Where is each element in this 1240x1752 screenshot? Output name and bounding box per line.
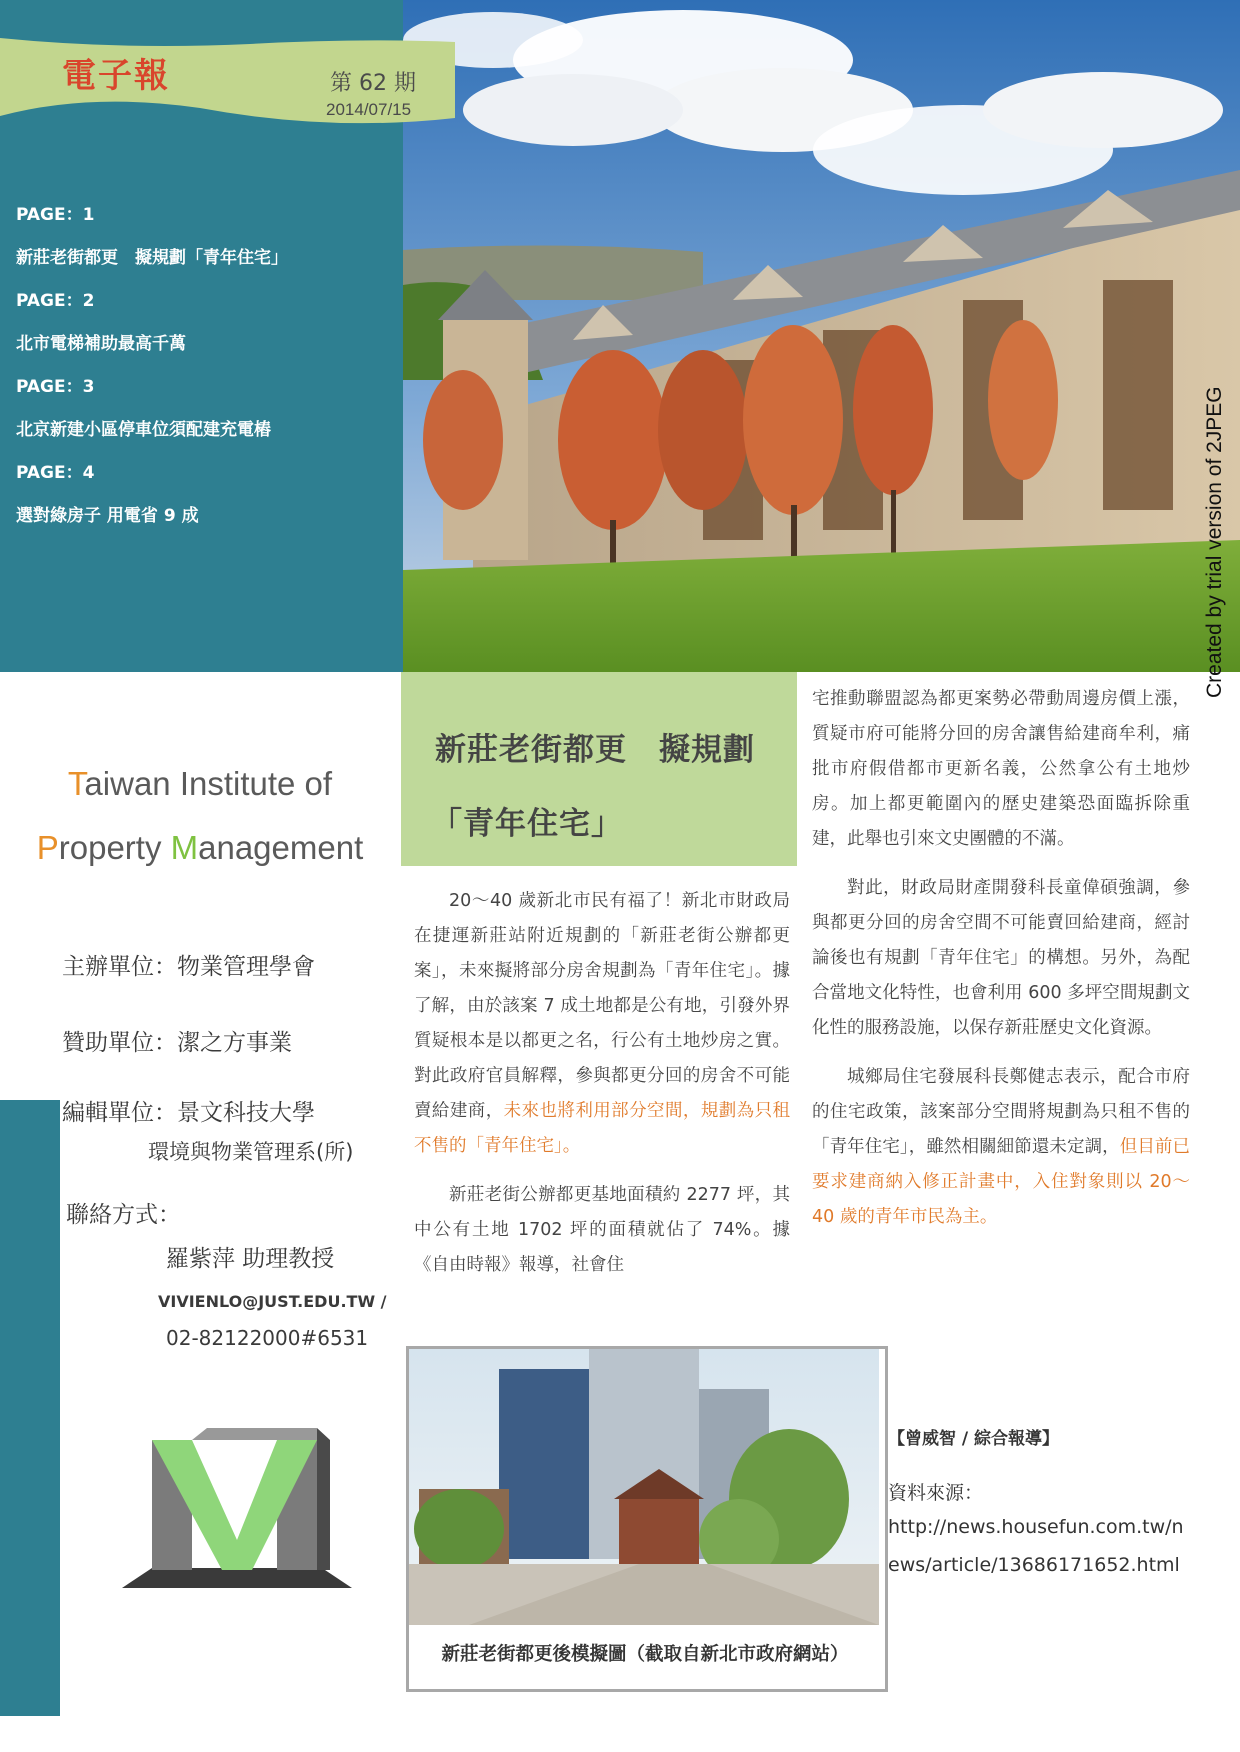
host-unit: 主辦單位：物業管理學會 — [62, 954, 315, 980]
toc-page-3-title[interactable]: 北京新建小區停車位須配建充電樁 — [16, 420, 271, 440]
article-paragraph-5: 城鄉局住宅發展科長鄭健志表示，配合市府的住宅政策，該案部分空間將規劃為只租不售的「青年住宅」，雖然相關細節還未定調，但目前已要求建商納入修正計畫中，入住對象則以 20～40 歲的青年市民為主。 — [812, 1067, 1190, 1227]
contact-phone: 02-82122000#6531 — [166, 1326, 369, 1350]
org-name-line-2: Property Management — [36, 829, 364, 866]
toc-page-3-label[interactable]: PAGE：3 — [16, 377, 95, 397]
sponsor-unit: 贊助單位：潔之方事業 — [62, 1030, 292, 1056]
contact-label: 聯絡方式： — [66, 1202, 181, 1228]
article-headline-line-1: 新莊老街都更 擬規劃 — [435, 732, 755, 768]
article-headline-box — [401, 672, 797, 866]
toc-page-1-label[interactable]: PAGE：1 — [16, 205, 95, 225]
toc-page-4-title[interactable]: 選對綠房子 用電省 9 成 — [16, 506, 199, 526]
source-label: 資料來源： — [888, 1482, 984, 1504]
toc-page-1-title[interactable]: 新莊老街都更 擬規劃「青年住宅」 — [16, 248, 288, 268]
org-name-line-1: Taiwan Institute of — [67, 765, 333, 802]
source-url-line-2[interactable]: ews/article/13686171652.html — [888, 1554, 1180, 1576]
organization-name — [0, 752, 400, 880]
editor-unit: 編輯單位：景文科技大學 — [62, 1100, 315, 1126]
newsletter-title: 電子報 — [62, 56, 170, 96]
contact-email[interactable]: VIVIENLO@JUST.EDU.TW / — [158, 1292, 387, 1311]
source-url-line-1[interactable]: http://news.housefun.com.tw/n — [888, 1516, 1184, 1538]
article-column-1 — [414, 884, 790, 1297]
tipm-logo-icon — [112, 1410, 362, 1590]
article-headline-line-2: 「青年住宅」 — [431, 806, 623, 842]
issue-date: 2014/07/15 — [326, 100, 412, 119]
article-paragraph-4: 對此，財政局財產開發科長童偉碩強調，參與都更分回的房舍空間不可能賣回給建商，經討論後也有規劃「青年住宅」的構想。另外，為配合當地文化特性，也會利用 600 多坪空間規劃文化性的服務設施，以保存新莊歷史文化資源。 — [812, 878, 1190, 1038]
article-byline: 【曾威智 / 綜合報導】 — [888, 1429, 1060, 1449]
photo-caption: 新莊老街都更後模擬圖（截取自新北市政府網站） — [441, 1644, 849, 1665]
left-accent-strip — [0, 1100, 60, 1716]
article-paragraph-1: 20～40 歲新北市民有福了！新北市財政局在捷運新莊站附近規劃的「新莊老街公辦都更案」，未來擬將部分房舍規劃為「青年住宅」。據了解，由於該案 7 成土地都是公有地，引發外界質疑根本是以都更之名，行公有土地炒房之實。對此政府官員解釋，參與都更分回的房舍不可能賣給建商，未來也將利用部分空間，規劃為只租不售的「青年住宅」。 — [414, 891, 790, 1156]
contact-name: 羅紫萍 助理教授 — [166, 1246, 335, 1272]
toc-page-2-title[interactable]: 北市電梯補助最高千萬 — [16, 334, 186, 354]
article-column-2 — [812, 682, 1190, 1249]
article-paragraph-2: 新莊老街公辦都更基地面積約 2277 坪，其中公有土地 1702 坪的面積就佔了 74%。據《自由時報》報導，社會住 — [414, 1185, 790, 1275]
article-paragraph-3: 宅推動聯盟認為都更案勢必帶動周邊房價上漲，質疑市府可能將分回的房舍讓售給建商牟利，痛批市府假借都市更新名義，公然拿公有土地炒房。加上都更範圍內的歷史建築恐面臨拆除重建，此舉也引來文史團體的不滿。 — [812, 689, 1190, 849]
trial-watermark: Created by trial version of 2JPEG — [1203, 386, 1226, 698]
toc-page-2-label[interactable]: PAGE：2 — [16, 291, 95, 311]
hero-photo — [403, 0, 1240, 672]
issue-number: 第 62 期 — [330, 71, 416, 96]
table-of-contents — [16, 200, 396, 544]
editor-department: 環境與物業管理系(所) — [148, 1140, 354, 1164]
toc-page-4-label[interactable]: PAGE：4 — [16, 463, 95, 483]
